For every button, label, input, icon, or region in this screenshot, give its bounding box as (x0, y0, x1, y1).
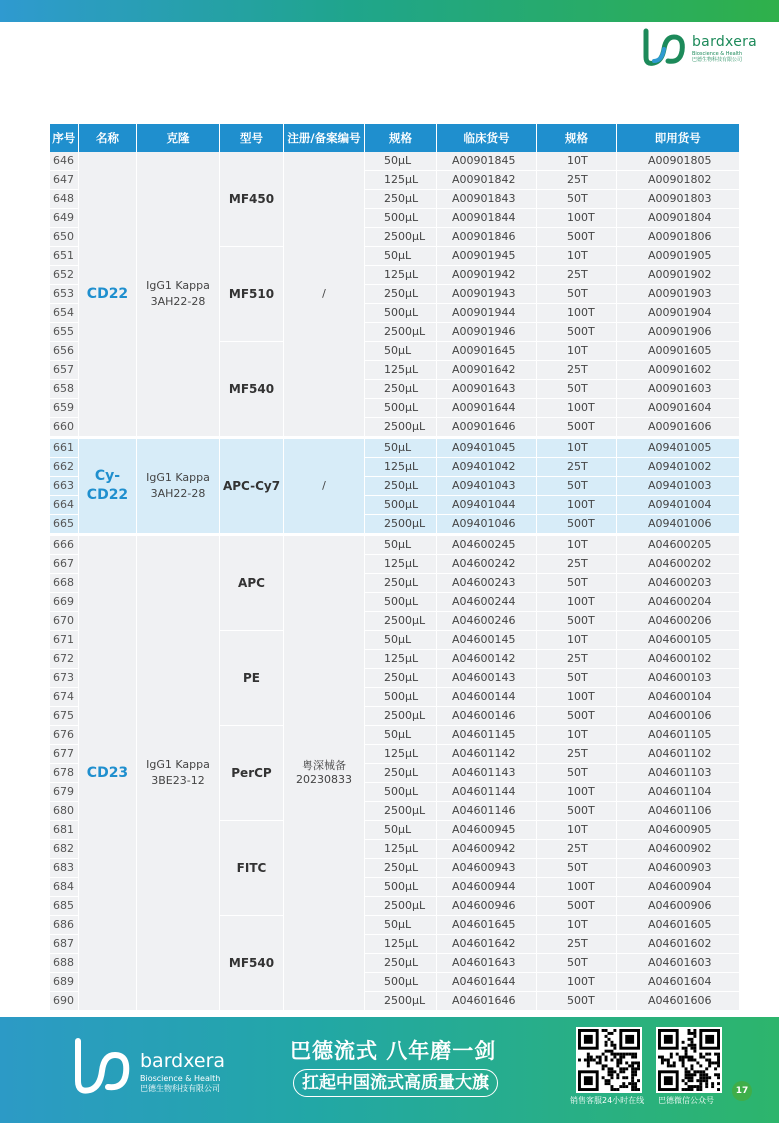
test-count-cell: 10T (537, 438, 617, 458)
table-row (50, 535, 739, 555)
row-number-cell: 690 (50, 992, 79, 1011)
clinical-catalog-cell: A00901944 (437, 304, 537, 323)
clinical-catalog-cell: A04601644 (437, 973, 537, 992)
volume-cell: 50μL (365, 821, 437, 840)
ready-catalog-cell: A00901805 (617, 152, 739, 171)
row-number-cell: 674 (50, 688, 79, 707)
clinical-catalog-cell: A00901842 (437, 171, 537, 190)
row-number-cell: 675 (50, 707, 79, 726)
test-count-cell: 500T (537, 707, 617, 726)
clinical-catalog-cell: A04600242 (437, 555, 537, 574)
ready-catalog-cell: A04601105 (617, 726, 739, 745)
volume-cell: 125μL (365, 650, 437, 669)
clinical-catalog-cell: A00901843 (437, 190, 537, 209)
ready-catalog-cell: A00901806 (617, 228, 739, 247)
brand-subtitle (692, 51, 742, 63)
volume-cell: 250μL (365, 669, 437, 688)
volume-cell: 2500μL (365, 802, 437, 821)
clinical-catalog-cell: A09401044 (437, 496, 537, 515)
test-count-cell: 25T (537, 171, 617, 190)
ready-catalog-cell: A04601606 (617, 992, 739, 1011)
test-count-cell: 10T (537, 152, 617, 171)
wechat-qr-caption: 巴德微信公众号 (658, 1096, 714, 1105)
volume-cell: 2500μL (365, 323, 437, 342)
clinical-catalog-cell: A09401043 (437, 477, 537, 496)
table-header-row (50, 124, 739, 152)
ready-catalog-cell: A00901602 (617, 361, 739, 380)
sales-qr-code[interactable] (576, 1027, 642, 1093)
volume-cell: 50μL (365, 916, 437, 935)
clinical-catalog-cell: A04600943 (437, 859, 537, 878)
model-cell: MF510 (220, 247, 284, 342)
ready-catalog-cell: A04601603 (617, 954, 739, 973)
registration-cell: / (284, 438, 365, 535)
volume-cell: 2500μL (365, 992, 437, 1011)
row-number-cell: 662 (50, 458, 79, 477)
test-count-cell: 100T (537, 399, 617, 418)
row-number-cell: 689 (50, 973, 79, 992)
clinical-catalog-cell: A00901644 (437, 399, 537, 418)
test-count-cell: 10T (537, 342, 617, 361)
volume-cell: 125μL (365, 266, 437, 285)
row-number-cell: 646 (50, 152, 79, 171)
row-number-cell: 660 (50, 418, 79, 438)
clinical-catalog-cell: A04601643 (437, 954, 537, 973)
footer-brand-name: bardxera (140, 1050, 226, 1072)
clinical-catalog-cell: A04601144 (437, 783, 537, 802)
column-header: 注册/备案编号 (284, 124, 365, 152)
row-number-cell: 672 (50, 650, 79, 669)
test-count-cell: 50T (537, 477, 617, 496)
row-number-cell: 657 (50, 361, 79, 380)
test-count-cell: 100T (537, 593, 617, 612)
volume-cell: 50μL (365, 438, 437, 458)
brand-name: bardxera (692, 34, 758, 50)
volume-cell: 50μL (365, 247, 437, 266)
clinical-catalog-cell: A04600142 (437, 650, 537, 669)
qr-code-icon (578, 1029, 640, 1091)
volume-cell: 500μL (365, 783, 437, 802)
model-cell: APC-Cy7 (220, 438, 284, 535)
volume-cell: 500μL (365, 688, 437, 707)
test-count-cell: 50T (537, 380, 617, 399)
footer-brand-subtitle (140, 1074, 220, 1094)
test-count-cell: 50T (537, 574, 617, 593)
clinical-catalog-cell: A04600145 (437, 631, 537, 650)
product-name-cell: CD22 (79, 152, 137, 438)
column-header: 即用货号 (617, 124, 739, 152)
volume-cell: 500μL (365, 973, 437, 992)
column-header: 克隆 (137, 124, 220, 152)
registration-cell: / (284, 152, 365, 438)
ready-catalog-cell: A00901903 (617, 285, 739, 304)
clinical-catalog-cell: A04600146 (437, 707, 537, 726)
clinical-catalog-cell: A00901642 (437, 361, 537, 380)
volume-cell: 2500μL (365, 228, 437, 247)
volume-cell: 500μL (365, 304, 437, 323)
clinical-catalog-cell: A00901643 (437, 380, 537, 399)
ready-catalog-cell: A04600103 (617, 669, 739, 688)
row-number-cell: 683 (50, 859, 79, 878)
model-cell: FITC (220, 821, 284, 916)
ready-catalog-cell: A04600106 (617, 707, 739, 726)
volume-cell: 125μL (365, 361, 437, 380)
ready-catalog-cell: A04601604 (617, 973, 739, 992)
model-cell: APC (220, 535, 284, 631)
test-count-cell: 500T (537, 992, 617, 1011)
volume-cell: 50μL (365, 631, 437, 650)
row-number-cell: 664 (50, 496, 79, 515)
row-number-cell: 681 (50, 821, 79, 840)
volume-cell: 250μL (365, 380, 437, 399)
volume-cell: 2500μL (365, 418, 437, 438)
ready-catalog-cell: A04601102 (617, 745, 739, 764)
ready-catalog-cell: A00901605 (617, 342, 739, 361)
test-count-cell: 10T (537, 535, 617, 555)
row-number-cell: 651 (50, 247, 79, 266)
volume-cell: 500μL (365, 209, 437, 228)
clone-cell: IgG1 Kappa 3AH22-28 (137, 152, 220, 438)
row-number-cell: 671 (50, 631, 79, 650)
volume-cell: 125μL (365, 745, 437, 764)
volume-cell: 2500μL (365, 897, 437, 916)
row-number-cell: 656 (50, 342, 79, 361)
clinical-catalog-cell: A04601645 (437, 916, 537, 935)
clinical-catalog-cell: A00901942 (437, 266, 537, 285)
ready-catalog-cell: A00901904 (617, 304, 739, 323)
ready-catalog-cell: A09401006 (617, 515, 739, 535)
clinical-catalog-cell: A00901945 (437, 247, 537, 266)
volume-cell: 250μL (365, 574, 437, 593)
test-count-cell: 500T (537, 323, 617, 342)
ready-catalog-cell: A09401002 (617, 458, 739, 477)
ready-catalog-cell: A00901902 (617, 266, 739, 285)
test-count-cell: 10T (537, 916, 617, 935)
ready-catalog-cell: A04600102 (617, 650, 739, 669)
volume-cell: 250μL (365, 190, 437, 209)
clinical-catalog-cell: A04600942 (437, 840, 537, 859)
test-count-cell: 100T (537, 304, 617, 323)
row-number-cell: 676 (50, 726, 79, 745)
model-cell: MF540 (220, 916, 284, 1011)
clinical-catalog-cell: A00901646 (437, 418, 537, 438)
table-body (50, 152, 739, 1011)
ready-catalog-cell: A04600206 (617, 612, 739, 631)
clinical-catalog-cell: A04600945 (437, 821, 537, 840)
clinical-catalog-cell: A04600144 (437, 688, 537, 707)
row-number-cell: 661 (50, 438, 79, 458)
test-count-cell: 100T (537, 496, 617, 515)
test-count-cell: 500T (537, 418, 617, 438)
top-color-bar (0, 0, 779, 22)
column-header: 临床货号 (437, 124, 537, 152)
row-number-cell: 669 (50, 593, 79, 612)
clinical-catalog-cell: A04600243 (437, 574, 537, 593)
test-count-cell: 25T (537, 555, 617, 574)
test-count-cell: 25T (537, 745, 617, 764)
test-count-cell: 50T (537, 190, 617, 209)
brand-subtitle-cn: 巴德生物科技有限公司 (692, 57, 743, 63)
row-number-cell: 677 (50, 745, 79, 764)
test-count-cell: 50T (537, 669, 617, 688)
footer-brand-subtitle-en: Bioscience & Health (140, 1074, 221, 1083)
row-number-cell: 650 (50, 228, 79, 247)
ready-catalog-cell: A04601104 (617, 783, 739, 802)
row-number-cell: 663 (50, 477, 79, 496)
test-count-cell: 50T (537, 285, 617, 304)
ready-catalog-cell: A04600105 (617, 631, 739, 650)
footer-banner (0, 1017, 779, 1123)
ready-catalog-cell: A04601106 (617, 802, 739, 821)
volume-cell: 250μL (365, 764, 437, 783)
clinical-catalog-cell: A04601146 (437, 802, 537, 821)
ready-catalog-cell: A04601602 (617, 935, 739, 954)
test-count-cell: 25T (537, 361, 617, 380)
clinical-catalog-cell: A04601142 (437, 745, 537, 764)
volume-cell: 50μL (365, 535, 437, 555)
test-count-cell: 100T (537, 209, 617, 228)
table-row (50, 438, 739, 458)
volume-cell: 500μL (365, 593, 437, 612)
model-cell: MF540 (220, 342, 284, 438)
test-count-cell: 100T (537, 973, 617, 992)
clone-cell: IgG1 Kappa 3AH22-28 (137, 438, 220, 535)
ready-catalog-cell: A00901906 (617, 323, 739, 342)
ready-catalog-cell: A00901803 (617, 190, 739, 209)
ready-catalog-cell: A04600903 (617, 859, 739, 878)
volume-cell: 2500μL (365, 612, 437, 631)
ready-catalog-cell: A04601605 (617, 916, 739, 935)
ready-catalog-cell: A00901905 (617, 247, 739, 266)
ready-catalog-cell: A04600905 (617, 821, 739, 840)
row-number-cell: 659 (50, 399, 79, 418)
ready-catalog-cell: A00901604 (617, 399, 739, 418)
volume-cell: 125μL (365, 935, 437, 954)
row-number-cell: 679 (50, 783, 79, 802)
row-number-cell: 668 (50, 574, 79, 593)
model-cell: PE (220, 631, 284, 726)
test-count-cell: 100T (537, 688, 617, 707)
column-header: 名称 (79, 124, 137, 152)
model-cell: MF450 (220, 152, 284, 247)
ready-catalog-cell: A04600104 (617, 688, 739, 707)
row-number-cell: 682 (50, 840, 79, 859)
volume-cell: 50μL (365, 342, 437, 361)
test-count-cell: 500T (537, 228, 617, 247)
ready-catalog-cell: A04600205 (617, 535, 739, 555)
test-count-cell: 50T (537, 954, 617, 973)
column-header: 规格 (365, 124, 437, 152)
ready-catalog-cell: A00901804 (617, 209, 739, 228)
row-number-cell: 673 (50, 669, 79, 688)
row-number-cell: 655 (50, 323, 79, 342)
ready-catalog-cell: A04601103 (617, 764, 739, 783)
clinical-catalog-cell: A04600944 (437, 878, 537, 897)
ready-catalog-cell: A09401005 (617, 438, 739, 458)
clinical-catalog-cell: A00901946 (437, 323, 537, 342)
ready-catalog-cell: A00901606 (617, 418, 739, 438)
test-count-cell: 25T (537, 650, 617, 669)
volume-cell: 250μL (365, 954, 437, 973)
row-number-cell: 652 (50, 266, 79, 285)
test-count-cell: 100T (537, 783, 617, 802)
row-number-cell: 680 (50, 802, 79, 821)
clinical-catalog-cell: A04601642 (437, 935, 537, 954)
volume-cell: 250μL (365, 859, 437, 878)
row-number-cell: 654 (50, 304, 79, 323)
test-count-cell: 10T (537, 821, 617, 840)
row-number-cell: 648 (50, 190, 79, 209)
test-count-cell: 10T (537, 726, 617, 745)
row-number-cell: 678 (50, 764, 79, 783)
row-number-cell: 649 (50, 209, 79, 228)
clinical-catalog-cell: A04600946 (437, 897, 537, 916)
wechat-qr-code[interactable] (656, 1027, 722, 1093)
ready-catalog-cell: A04600906 (617, 897, 739, 916)
row-number-cell: 686 (50, 916, 79, 935)
row-number-cell: 684 (50, 878, 79, 897)
table-row (50, 152, 739, 171)
test-count-cell: 10T (537, 631, 617, 650)
column-header: 序号 (50, 124, 79, 152)
test-count-cell: 500T (537, 897, 617, 916)
volume-cell: 2500μL (365, 515, 437, 535)
footer-brand-subtitle-cn: 巴德生物科技有限公司 (140, 1084, 220, 1093)
registration-cell: 粤深械备 20230833 (284, 535, 365, 1011)
brand-subtitle-en: Bioscience & Health (692, 51, 743, 57)
row-number-cell: 667 (50, 555, 79, 574)
brand-mark-icon (640, 27, 688, 67)
ready-catalog-cell: A00901802 (617, 171, 739, 190)
clinical-catalog-cell: A04600246 (437, 612, 537, 631)
row-number-cell: 665 (50, 515, 79, 535)
clinical-catalog-cell: A04601646 (437, 992, 537, 1011)
ready-catalog-cell: A04600902 (617, 840, 739, 859)
test-count-cell: 25T (537, 840, 617, 859)
ready-catalog-cell: A00901603 (617, 380, 739, 399)
product-name-cell: Cy-CD22 (79, 438, 137, 535)
sales-qr-caption: 销售客服24小时在线 (570, 1096, 645, 1105)
test-count-cell: 25T (537, 266, 617, 285)
volume-cell: 250μL (365, 477, 437, 496)
clinical-catalog-cell: A00901645 (437, 342, 537, 361)
clinical-catalog-cell: A00901844 (437, 209, 537, 228)
page-number: 17 (732, 1081, 752, 1101)
volume-cell: 500μL (365, 878, 437, 897)
row-number-cell: 647 (50, 171, 79, 190)
volume-cell: 500μL (365, 399, 437, 418)
ready-catalog-cell: A09401004 (617, 496, 739, 515)
volume-cell: 500μL (365, 496, 437, 515)
row-number-cell: 685 (50, 897, 79, 916)
test-count-cell: 25T (537, 935, 617, 954)
clinical-catalog-cell: A04601143 (437, 764, 537, 783)
test-count-cell: 500T (537, 612, 617, 631)
clinical-catalog-cell: A09401042 (437, 458, 537, 477)
ready-catalog-cell: A04600202 (617, 555, 739, 574)
clinical-catalog-cell: A04600244 (437, 593, 537, 612)
ready-catalog-cell: A09401003 (617, 477, 739, 496)
volume-cell: 125μL (365, 840, 437, 859)
volume-cell: 50μL (365, 726, 437, 745)
clinical-catalog-cell: A04601145 (437, 726, 537, 745)
test-count-cell: 50T (537, 764, 617, 783)
brand-logo-top (640, 27, 765, 67)
row-number-cell: 666 (50, 535, 79, 555)
test-count-cell: 50T (537, 859, 617, 878)
volume-cell: 50μL (365, 152, 437, 171)
test-count-cell: 500T (537, 515, 617, 535)
test-count-cell: 100T (537, 878, 617, 897)
row-number-cell: 688 (50, 954, 79, 973)
slogan-line-2: 扛起中国流式高质量大旗 (293, 1069, 498, 1097)
qr-code-icon (658, 1029, 720, 1091)
row-number-cell: 670 (50, 612, 79, 631)
row-number-cell: 687 (50, 935, 79, 954)
volume-cell: 125μL (365, 458, 437, 477)
test-count-cell: 10T (537, 247, 617, 266)
test-count-cell: 500T (537, 802, 617, 821)
product-name-cell: CD23 (79, 535, 137, 1011)
clinical-catalog-cell: A04600245 (437, 535, 537, 555)
ready-catalog-cell: A04600203 (617, 574, 739, 593)
clinical-catalog-cell: A09401046 (437, 515, 537, 535)
volume-cell: 2500μL (365, 707, 437, 726)
clinical-catalog-cell: A00901846 (437, 228, 537, 247)
test-count-cell: 25T (537, 458, 617, 477)
ready-catalog-cell: A04600204 (617, 593, 739, 612)
column-header: 规格 (537, 124, 617, 152)
slogan-line-1: 巴德流式 八年磨一剑 (290, 1039, 497, 1063)
clinical-catalog-cell: A04600143 (437, 669, 537, 688)
ready-catalog-cell: A04600904 (617, 878, 739, 897)
brand-mark-icon (70, 1037, 134, 1099)
product-spec-table (49, 124, 739, 1011)
row-number-cell: 658 (50, 380, 79, 399)
clinical-catalog-cell: A00901845 (437, 152, 537, 171)
clinical-catalog-cell: A09401045 (437, 438, 537, 458)
row-number-cell: 653 (50, 285, 79, 304)
brand-logo-footer (70, 1037, 240, 1107)
volume-cell: 250μL (365, 285, 437, 304)
volume-cell: 125μL (365, 171, 437, 190)
column-header: 型号 (220, 124, 284, 152)
volume-cell: 125μL (365, 555, 437, 574)
clone-cell: IgG1 Kappa 3BE23-12 (137, 535, 220, 1011)
clinical-catalog-cell: A00901943 (437, 285, 537, 304)
model-cell: PerCP (220, 726, 284, 821)
